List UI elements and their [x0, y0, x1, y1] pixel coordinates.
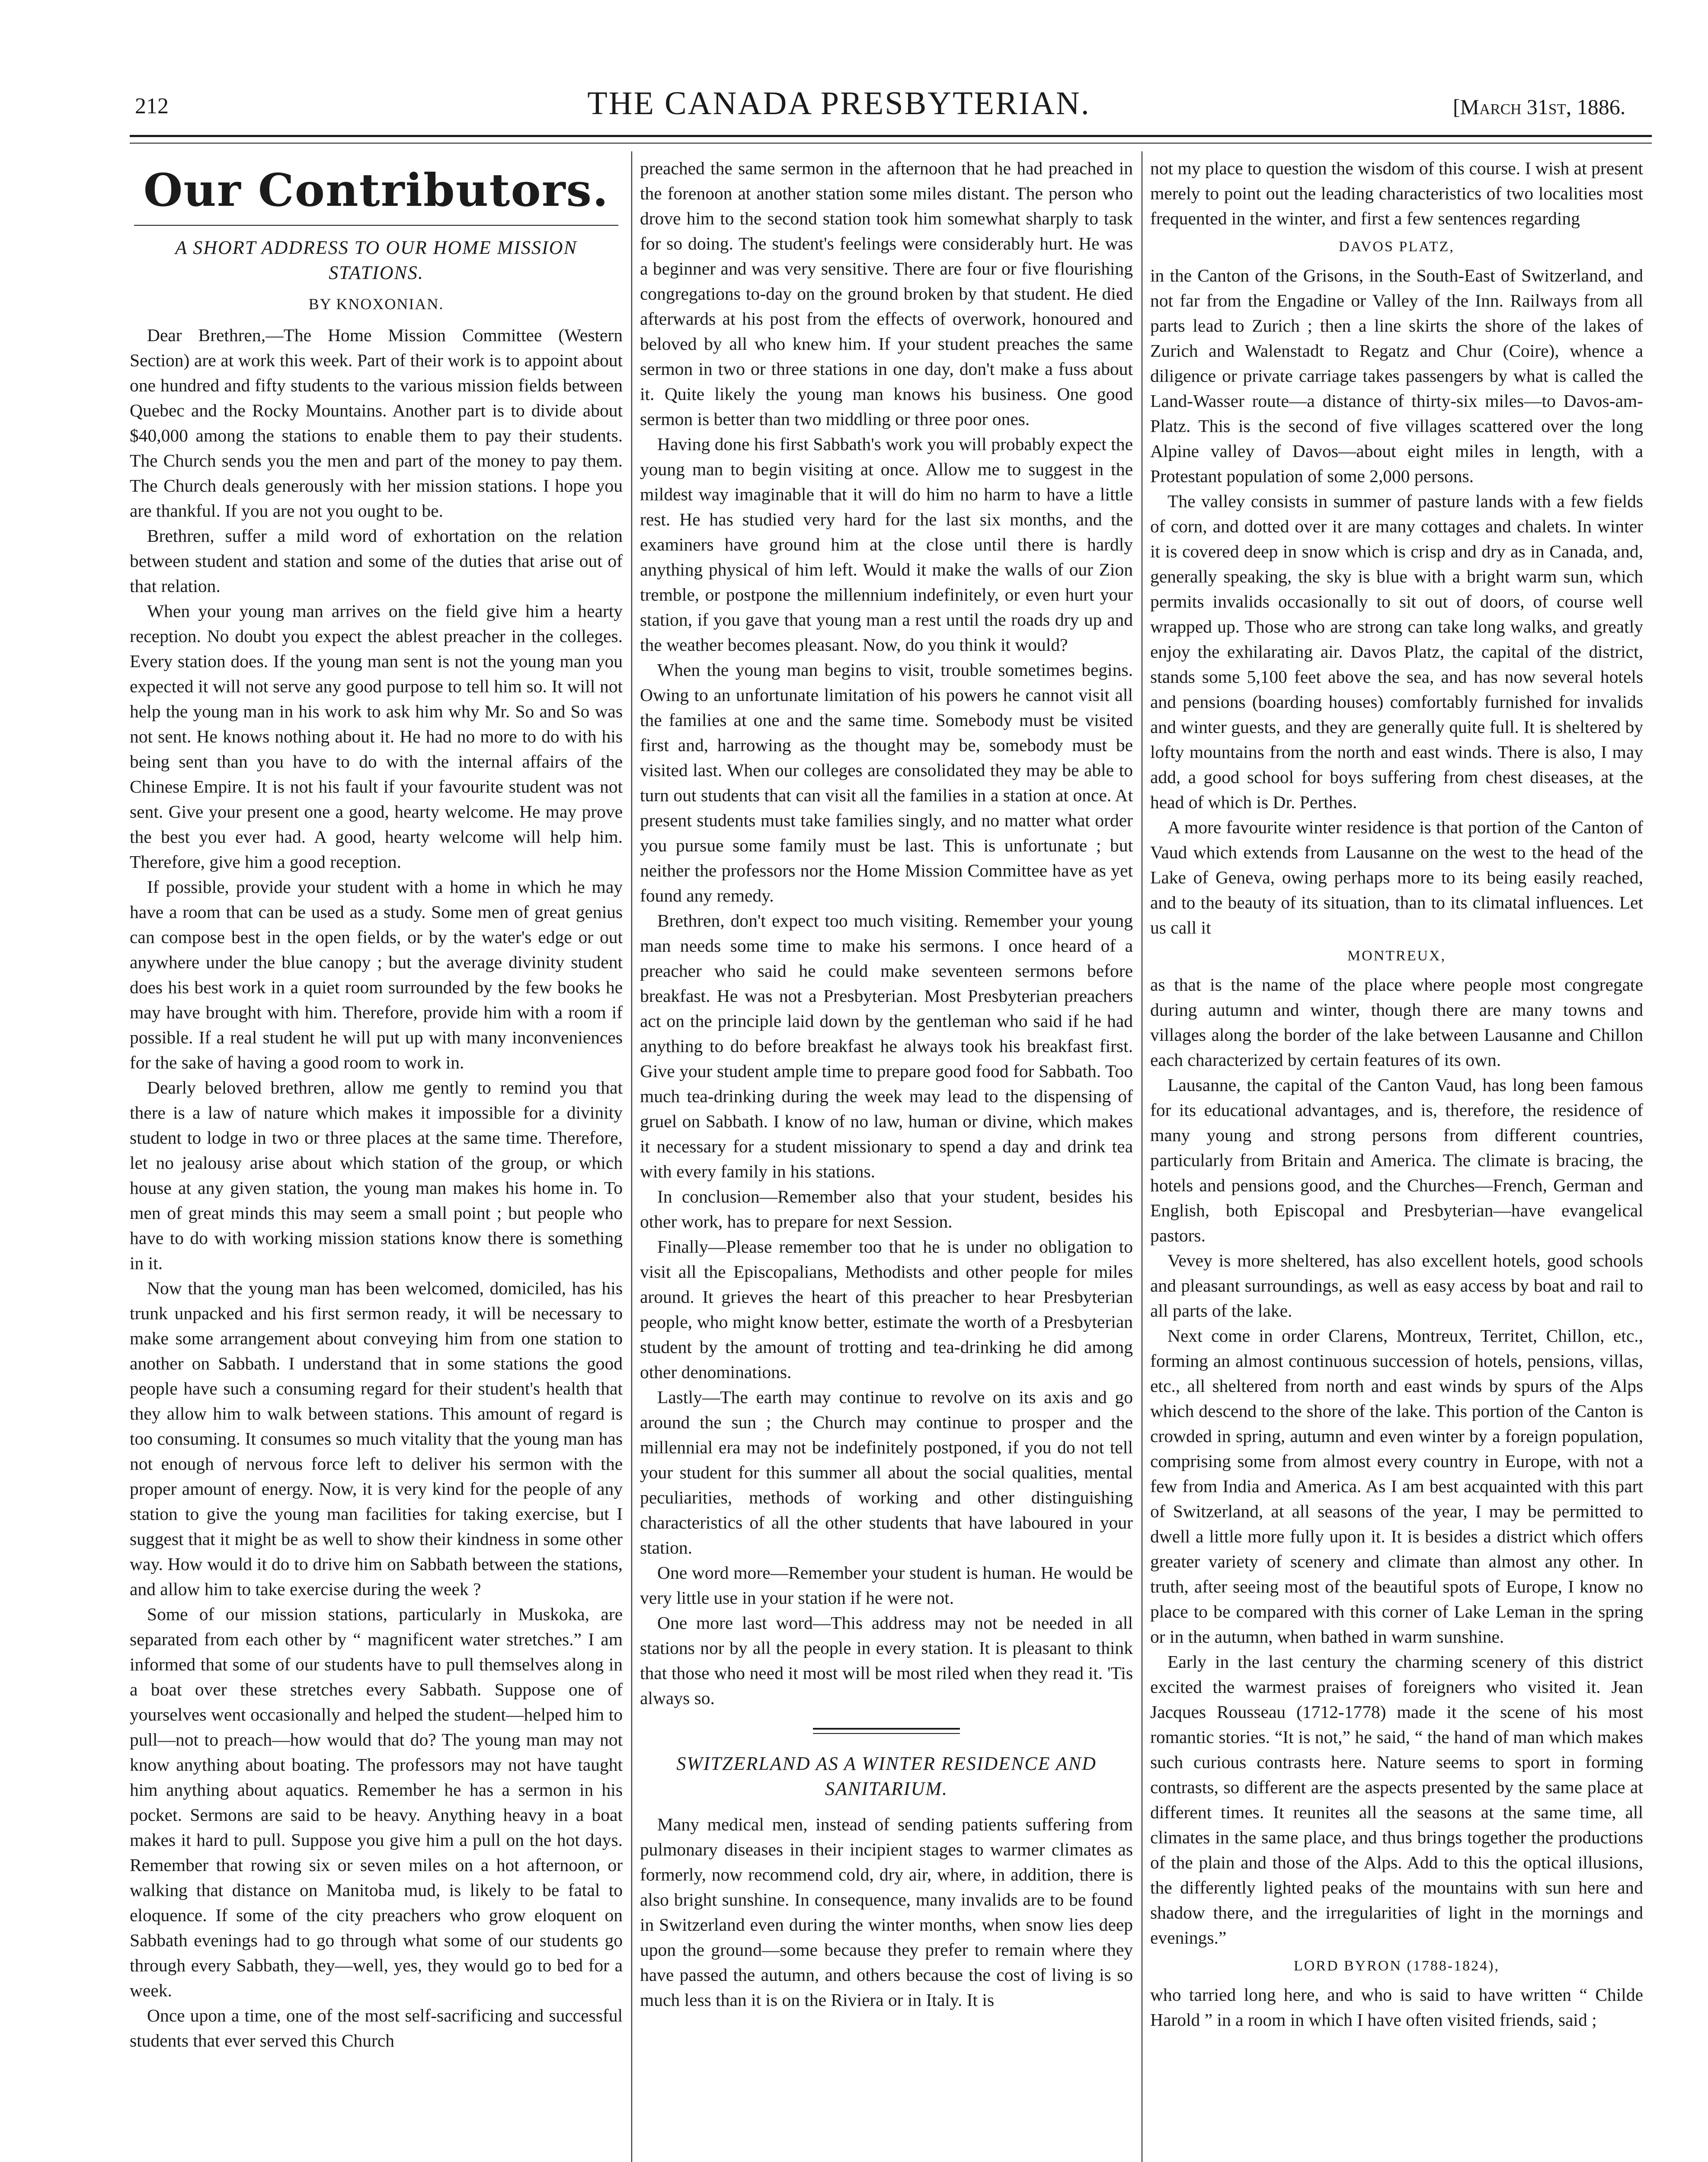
article-separator-thin — [813, 1733, 960, 1734]
subheading: MONTREUX, — [1347, 948, 1446, 964]
article-title: SWITZERLAND AS A WINTER RESIDENCE AND SANITARIUM. — [676, 1753, 1097, 1799]
paragraph: Having done his first Sabbath's work you will probably expect the young man to begin visiting at once. Allow me to suggest in the mildest way imaginable that it will do him no harm to have a little rest. He has studied very hard for the last six months, and the examiners have ground him at the close until there is hardly anything physical of him left. Would it make the walls of our Zion tremble, or postpone the millennium indefinitely, or even hurt your station, if you gave that young man a rest until the roads dry up and the weather becomes pleasant. Now, do you think it would? — [640, 434, 1133, 655]
column-3 — [1150, 156, 1643, 2032]
paragraph: One word more—Remember your student is human. He would be very little use in your station if he were not. — [640, 1563, 1133, 1608]
paragraph: in the Canton of the Grisons, in the South-East of Switzerland, and not far from the Engadine or Valley of the Inn. Railways from all parts lead to Zurich ; then a line skirts the shore of the lakes of Zurich and Walenstadt to Regatz and Chur (Coire), whence a diligence or private carriage takes passengers by what is called the Land-Wasser route—a distance of thirty-six miles—to Davos-am-Platz. This is the second of five villages scattered over the long Alpine valley of Davos—about eight miles in length, with a Protestant population of some 2,000 persons. — [1150, 265, 1643, 486]
header-rule — [130, 135, 1652, 137]
paragraph: as that is the name of the place where people most congregate during autumn and winter, though there are many towns and villages along the border of the lake between Lausanne and Chillon each characterized by certain features of its own. — [1150, 975, 1643, 1070]
paragraph: who tarried long here, and who is said to have written “ Childe Harold ” in a room in which I have often visited friends, said ; — [1150, 1985, 1643, 2030]
issue-date: [March 31st, 1886. — [1453, 95, 1626, 119]
paragraph: Dearly beloved brethren, allow me gently to remind you that there is a law of nature which makes it impossible for a divinity student to lodge in two or three places at the same time. Therefore, let no jealousy arise about which station of the group, or which house at any given station, the young man makes his home in. To men of great minds this may seem a small point ; but people who have to do with working mission stations know there is something in it. — [130, 1078, 623, 1273]
paragraph: Brethren, suffer a mild word of exhortation on the relation between student and station and some of the duties that arise out of that relation. — [130, 526, 623, 596]
article-separator — [813, 1728, 960, 1730]
paragraph: When the young man begins to visit, trouble sometimes begins. Owing to an unfortunate limitation of his powers he cannot visit all the families at one and the same time. Somebody must be visited first and, harrowing as the thought may be, somebody must be visited last. When our colleges are consolidated they may be able to turn out students that can visit all the families in a station at once. At present students must take families singly, and no matter what order you pursue some family must be last. This is unfortunate ; but neither the professors nor the Home Mission Committee have as yet found any remedy. — [640, 660, 1133, 905]
masthead-rule — [134, 225, 618, 226]
paragraph: Once upon a time, one of the most self-sacrificing and successful students that ever served this Church — [130, 2005, 623, 2050]
paragraph: A more favourite winter residence is that portion of the Canton of Vaud which extends from Lausanne on the west to the head of the Lake of Geneva, owing perhaps more to its being easily reached, and to the beauty of its situation, than to its climatal influences. Let us call it — [1150, 817, 1643, 937]
paragraph: Lastly—The earth may continue to revolve on its axis and go around the sun ; the Church may continue to prosper and the millennial era may not be indefinitely postponed, if you do not tell your student for this summer all about the social qualities, mental peculiarities, methods of working and other distinguishing characteristics of all the other students that have laboured in your station. — [640, 1387, 1133, 1558]
column-1 — [130, 156, 623, 2053]
paragraph: Early in the last century the charming scenery of this district excited the warmest praises of foreigners who visited it. Jean Jacques Rousseau (1712-1778) made it the scene of his most romantic stories. “It is not,” he said, “ the hand of man which makes such curious contrasts here. Nature seems to sport in forming contrasts, so different are the aspects presented by the same place at different times. It reunites all the seasons at the same time, all climates in the same place, and thus brings together the productions of the plain and those of the Alps. Add to this the optical illusions, the differently lighted peaks of the mountains with sun here and shadow there, and the irregularities of light in the mornings and evenings.” — [1150, 1652, 1643, 1948]
paragraph: Some of our mission stations, particularly in Muskoka, are separated from each other by “ magnificent water stretches.” I am informed that some of our students have to pull themselves along in a boat over these stretches every Sabbath. Suppose one of yourselves went occasionally and helped the student—helped him to pull—not to preach—how would that do? The young man may not know anything about boating. The professors may not have taught him anything about aquatics. Remember he has a sermon in his pocket. Sermons are said to be heavy. Anything heavy in a boat makes it hard to pull. Suppose you give him a pull on the hot days. Remember that rowing six or seven miles on a hot afternoon, or walking that distance on Manitoba mud, is likely to be fatal to eloquence. If some of the city preachers who grow eloquent on Sabbath evenings had to go through what some of our students go through every Sabbath, they—well, yes, they would go to bed for a week. — [130, 1604, 623, 2000]
paragraph: If possible, provide your student with a home in which he may have a room that can be used as a study. Some men of great genius can compose best in the open fields, or by the water's edge or out anywhere under the blue canopy ; but the average divinity student does his best work in a quiet room surrounded by the few books he may have brought with him. Therefore, provide him with a room if possible. If a real student he will put up with many inconveniences for the sake of having a good room to work in. — [130, 877, 623, 1072]
column-divider — [631, 151, 632, 2162]
header-rule-thin — [130, 143, 1652, 144]
paragraph: Vevey is more sheltered, has also excellent hotels, good schools and pleasant surroundings, as well as easy access by boat and rail to all parts of the lake. — [1150, 1251, 1643, 1321]
subheading: DAVOS PLATZ, — [1339, 239, 1455, 255]
paragraph: Finally—Please remember too that he is under no obligation to visit all the Episcopalians, Methodists and other people for miles around. It grieves the heart of this preacher to hear Presbyterian people, who might know better, estimate the worth of a Presbyterian student by the amount of trotting and tea-drinking he did among other denominations. — [640, 1237, 1133, 1382]
paragraph: One more last word—This address may not be needed in all stations nor by all the people in every station. It is pleasant to think that those who need it most will be most riled when they read it. 'Tis always so. — [640, 1613, 1133, 1708]
section-masthead: Our Contributors. — [143, 163, 609, 217]
paragraph: Lausanne, the capital of the Canton Vaud, has long been famous for its educational advantages, and is, therefore, the residence of many young and strong persons from different countries, particularly from Britain and America. The climate is bracing, the hotels and pensions good, and the Churches—French, German and English, both Episcopal and Presbyterian—have evangelical pastors. — [1150, 1075, 1643, 1245]
paragraph: Brethren, don't expect too much visiting. Remember your young man needs some time to make his sermons. I once heard of a preacher who said he could make seventeen sermons before breakfast. He was not a Presbyterian. Most Presbyterian preachers act on the principle laid down by the gentleman who said if he had anything to do before breakfast he always took his breakfast first. Give your student ample time to prepare good food for Sabbath. Too much tea-drinking during the week may lead to the dispensing of gruel on Sabbath. I know of no law, human or divine, which makes it necessary for a student missionary to spend a day and drink tea with every family in his stations. — [640, 911, 1133, 1181]
article-byline: BY KNOXONIAN. — [308, 295, 444, 313]
paragraph: The valley consists in summer of pasture lands with a few fields of corn, and dotted over it are many cottages and chalets. In winter it is covered deep in snow which is crisp and dry as in Canada, and, generally speaking, the sky is blue with a bright warm sun, which permits invalids occasionally to sit out of doors, of course well wrapped up. Those who are strong can take long walks, and greatly enjoy the exhilarating air. Davos Platz, the capital of the district, stands some 5,100 feet above the sea, and has now several hotels and pensions (boarding houses) comfortably furnished for invalids and winter guests, and they are generally quite full. It is sheltered by lofty mountains from the north and east winds. There is also, I may add, a good school for boys suffering from chest diseases, at the head of which is Dr. Perthes. — [1150, 491, 1643, 812]
paragraph: Dear Brethren,—The Home Mission Committee (Western Section) are at work this week. Part of their work is to appoint about one hundred and fifty students to the various mission fields between Quebec and the Rocky Mountains. Another part is to divide about $40,000 among the stations to enable them to pay their students. The Church sends you the men and part of the money to pay them. The Church deals generously with her mission stations. I hope you are thankful. If you are not you ought to be. — [130, 325, 623, 521]
paragraph: not my place to question the wisdom of this course. I wish at present merely to point out the leading characteristics of two localities most frequented in the winter, and first a few sentences regarding — [1150, 158, 1643, 228]
subheading: LORD BYRON (1788-1824), — [1293, 1958, 1500, 1974]
journal-title: THE CANADA PRESBYTERIAN. — [587, 85, 1091, 122]
paragraph: Many medical men, instead of sending patients suffering from pulmonary diseases in their incipient stages to warmer climates as formerly, now recommend cold, dry air, where, in addition, there is also bright sunshine. In consequence, many invalids are to be found in Switzerland even during the winter months, when snow lies deep upon the ground—some because they prefer to remain where they have passed the autumn, and others because the cost of living is so much less than it is on the Riviera or in Italy. It is — [640, 1814, 1133, 2010]
paragraph: In conclusion—Remember also that your student, besides his other work, has to prepare for next Session. — [640, 1187, 1133, 1231]
article-title: A SHORT ADDRESS TO OUR HOME MISSION STATIONS. — [175, 237, 577, 283]
paragraph: preached the same sermon in the afternoon that he had preached in the forenoon at another station some miles distant. The person who drove him to the second station took him somewhat sharply to task for so doing. The student's feelings were considerably hurt. He was a beginner and was very sensitive. There are four or five flourishing congregations to-day on the ground broken by that student. He died afterwards at his post from the effects of overwork, honoured and beloved by all who knew him. If your student preaches the same sermon in two or three stations in one day, don't make a fuss about it. Quite likely the young man knows his business. One good sermon is better than two middling or three poor ones. — [640, 158, 1133, 429]
paragraph: Now that the young man has been welcomed, domiciled, has his trunk unpacked and his first sermon ready, it will be necessary to make some arrangement about conveying him from one station to another on Sabbath. I understand that in some stations the good people have such a consuming regard for their student's health that they allow him to walk between stations. This amount of regard is too consuming. It consumes so much vitality that the young man has not enough of nervous force left to deliver his sermon with the proper amount of energy. Now, it is very kind for the people of any station to give the young man facilities for taking exercise, but I suggest that it might be as well to show their kindness in some other way. How would it do to drive him on Sabbath between the stations, and allow him to take exercise during the week ? — [130, 1278, 623, 1599]
page-number: 212 — [135, 94, 169, 118]
paragraph: When your young man arrives on the field give him a hearty reception. No doubt you expect the ablest preacher in the colleges. Every station does. If the young man sent is not the young man you expected it will not serve any good purpose to tell him so. It will not help the young man in his work to ask him why Mr. So and So was not sent. He knows nothing about it. He had no more to do with his being sent than you have to do with the internal affairs of the Chinese Empire. It is not his fault if your favourite student was not sent. Give your present one a good, hearty welcome. He may prove the best you ever had. A good, hearty welcome will help him. Therefore, give him a good reception. — [130, 601, 623, 872]
column-2 — [640, 156, 1133, 2012]
paragraph: Next come in order Clarens, Montreux, Territet, Chillon, etc., forming an almost continuous succession of hotels, pensions, villas, etc., all sheltered from north and east winds by spurs of the Alps which descend to the shore of the lake. This portion of the Canton is crowded in spring, autumn and even winter by a foreign population, comprising some from almost every country in Europe, with not a few from India and America. As I am best acquainted with this part of Switzerland, at all seasons of the year, I may be permitted to dwell a little more fully upon it. It is besides a district which offers greater variety of scenery and climate than almost any other. In truth, after seeing most of the beautiful spots of Europe, I know no place to be compared with this corner of Lake Leman in the spring or in the autumn, when bathed in warm sunshine. — [1150, 1326, 1643, 1647]
